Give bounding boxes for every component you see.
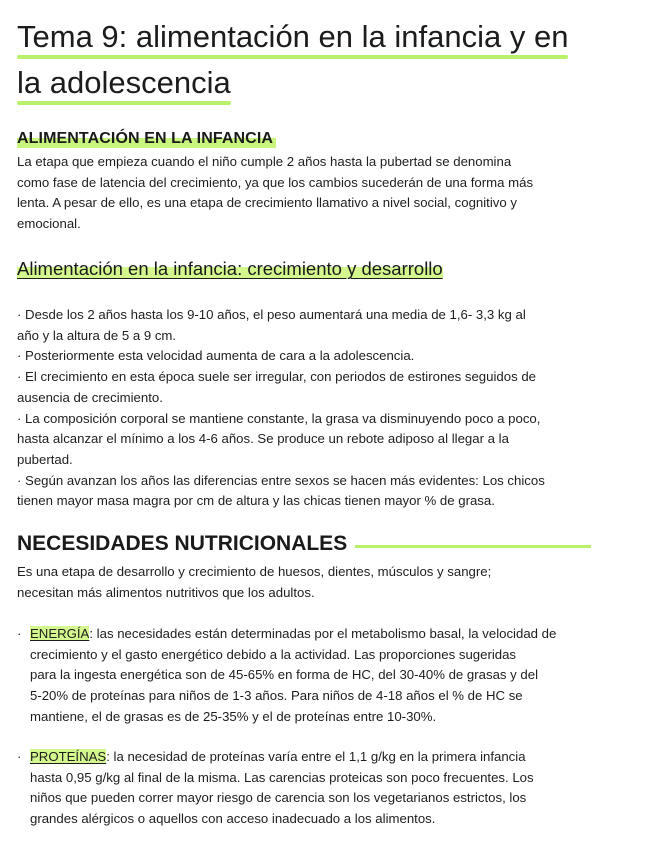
paragraph-line: La etapa que empieza cuando el niño cumple 2 años hasta la pubertad se denomina bbox=[17, 154, 512, 169]
paragraph-line: como fase de latencia del crecimiento, ya que los cambios sucederán de una forma más bbox=[17, 174, 534, 190]
title-line-1: Tema 9: alimentación en la infancia y en bbox=[17, 14, 568, 60]
proteinas-label: PROTEÍNAS bbox=[30, 749, 107, 764]
list-line: año y la altura de 5 a 9 cm. bbox=[17, 327, 177, 343]
necesidades-heading-text: NECESIDADES NUTRICIONALES bbox=[17, 532, 348, 555]
proteinas-first-line bbox=[30, 747, 631, 768]
energia-line: para la ingesta energética son de 45-65% en forma de HC, del 30-40% de grasas y del bbox=[30, 667, 539, 683]
necesidades-intro bbox=[17, 562, 629, 603]
list-line: · Según avanzan los años las diferencias entre sexos se hacen más evidentes: Los chicos bbox=[17, 472, 545, 488]
title-line-2: la adolescencia bbox=[17, 60, 231, 106]
energia-line: 5-20% de proteínas para niños de 1-3 años. Para niños de 4-18 años el % de HC se bbox=[30, 688, 523, 704]
paragraph-line: lenta. A pesar de ello, es una etapa de crecimiento llamativo a nivel social, cognitivo y bbox=[17, 195, 517, 211]
proteinas-line: niños que pueden correr mayor riesgo de carencia son los vegetarianos estrictos, los bbox=[30, 790, 527, 806]
intro-line: Es una etapa de desarrollo y crecimiento de huesos, dientes, músculos y sangre; bbox=[17, 564, 492, 579]
section-heading-crecimiento: Alimentación en la infancia: crecimiento y desarrollo bbox=[17, 258, 443, 279]
paragraph-line: emocional. bbox=[17, 216, 81, 232]
intro-line: necesitan más alimentos nutritivos que los adultos. bbox=[17, 584, 315, 600]
list-line: · La composición corporal se mantiene constante, la grasa va disminuyendo poco a poco, bbox=[17, 410, 541, 426]
proteinas-line: grandes alérgicos o aquellos con acceso inadecuado a los alimentos. bbox=[30, 811, 436, 827]
list-line: pubertad. bbox=[17, 451, 73, 467]
section-infancia-paragraph bbox=[17, 152, 629, 235]
list-line: tienen mayor masa magra por cm de altura y las chicas tienen mayor % de grasa. bbox=[17, 493, 495, 509]
list-line: hasta alcanzar el mínimo a los 4-6 años. Se produce un rebote adiposo al llegar a la bbox=[17, 431, 509, 447]
energia-line: mantiene, el de grasas es de 25-35% y el de proteínas entre 10-30%. bbox=[30, 708, 437, 724]
section-heading-necesidades bbox=[17, 532, 591, 556]
list-line: · El crecimiento en esta época suele ser irregular, con periodos de estirones seguidos de bbox=[17, 369, 536, 385]
energia-first-rest: : las necesidades están determinadas por el metabolismo basal, la velocidad de bbox=[89, 626, 557, 641]
energia-line: crecimiento y el gasto energético debido a la actividad. Las proporciones sugeridas bbox=[30, 646, 517, 662]
heading-rule bbox=[355, 545, 591, 548]
section-heading-infancia: ALIMENTACIÓN EN LA INFANCIA bbox=[17, 130, 276, 148]
page-title bbox=[17, 14, 637, 106]
proteinas-line: hasta 0,95 g/kg al final de la misma. Las carencias proteicas son poco frecuentes. Los bbox=[30, 769, 534, 785]
bullet-dot: · bbox=[17, 749, 22, 764]
proteinas-first-rest: : la necesidad de proteínas varía entre el 1,1 g/kg en la primera infancia bbox=[106, 749, 526, 764]
list-line: ausencia de crecimiento. bbox=[17, 389, 163, 405]
energia-label: ENERGÍA bbox=[30, 626, 90, 641]
list-line: · Posteriormente esta velocidad aumenta de cara a la adolescencia. bbox=[17, 348, 415, 364]
bullet-dot: · bbox=[17, 626, 22, 641]
list-line: · Desde los 2 años hasta los 9-10 años, el peso aumentará una media de 1,6- 3,3 kg al bbox=[17, 307, 526, 322]
crecimiento-list bbox=[17, 305, 629, 512]
energia-first-line bbox=[30, 624, 631, 645]
energia-item bbox=[17, 624, 631, 728]
proteinas-item bbox=[17, 747, 631, 830]
